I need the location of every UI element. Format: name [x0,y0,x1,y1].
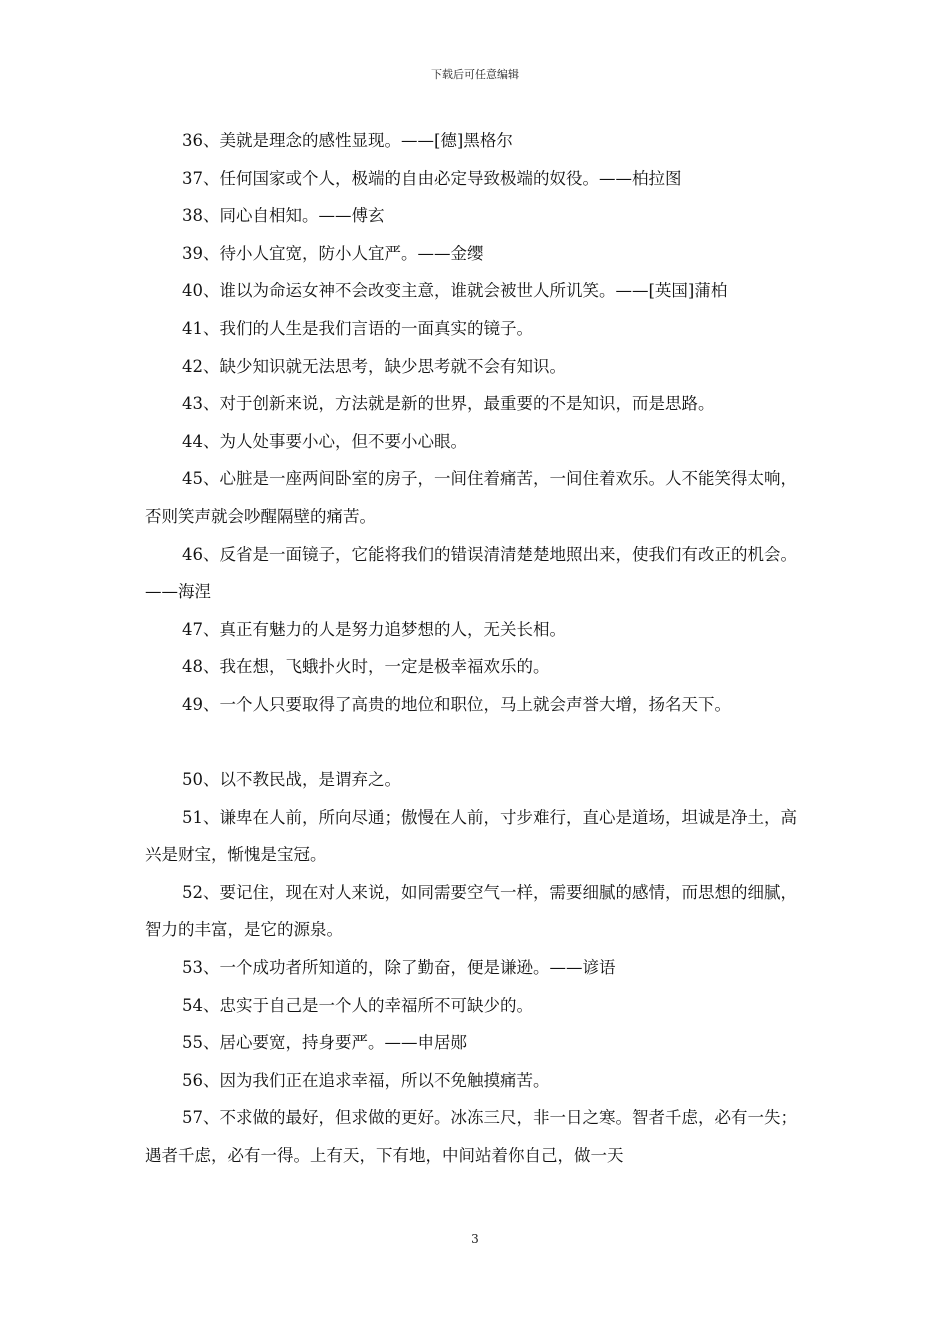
page-number: 3 [471,1232,479,1246]
paragraph-54: 54、忠实于自己是一个人的幸福所不可缺少的。 [182,995,533,1015]
paragraph-42: 42、缺少知识就无法思考，缺少思考就不会有知识。 [182,356,566,376]
paragraph-52: 52、要记住，现在对人来说，如同需要空气一样，需要细腻的感情，而思想的细腻，智力的丰富，是它的源泉。 [145,882,797,940]
page-header: 下载后可任意编辑 [431,68,519,81]
paragraph-51: 51、谦卑在人前，所向尽通；傲慢在人前，寸步难行，直心是道场，坦诚是净土，高兴是财宝，惭愧是宝冠。 [145,807,797,865]
paragraph-47: 47、真正有魅力的人是努力追梦想的人，无关长相。 [182,619,566,639]
paragraph-37: 37、任何国家或个人，极端的自由必定导致极端的奴役。——柏拉图 [182,168,682,188]
body-text [145,122,810,1175]
paragraph-41: 41、我们的人生是我们言语的一面真实的镜子。 [182,318,533,338]
paragraph-46: 46、反省是一面镜子，它能将我们的错误清清楚楚地照出来，使我们有改正的机会。——海涅 [145,544,797,602]
paragraph-55: 55、居心要宽，持身要严。——申居郧 [182,1033,467,1053]
paragraph-53: 53、一个成功者所知道的，除了勤奋，便是谦逊。——谚语 [182,958,616,978]
paragraph-57: 57、不求做的最好，但求做的更好。冰冻三尺，非一日之寒。智者千虑，必有一失；遇者千虑，必有一得。上有天，下有地，中间站着你自己，做一天 [145,1108,797,1166]
paragraph-56: 56、因为我们正在追求幸福，所以不免触摸痛苦。 [182,1070,550,1090]
paragraph-49: 49、一个人只要取得了高贵的地位和职位，马上就会声誉大增，扬名天下。 [182,694,731,714]
paragraph-36: 36、美就是理念的感性显现。——[德]黑格尔 [182,131,513,150]
paragraph-39: 39、待小人宜宽，防小人宜严。——金缨 [182,243,484,263]
paragraph-48: 48、我在想，飞蛾扑火时，一定是极幸福欢乐的。 [182,657,550,677]
paragraph-45: 45、心脏是一座两间卧室的房子，一间住着痛苦，一间住着欢乐。人不能笑得太响，否则笑声就会吵醒隔壁的痛苦。 [145,469,797,526]
paragraph-50: 50、以不教民战，是谓弃之。 [182,770,401,790]
paragraph-40: 40、谁以为命运女神不会改变主意，谁就会被世人所讥笑。——[英国]蒲柏 [182,281,728,301]
paragraph-44: 44、为人处事要小心，但不要小心眼。 [182,431,467,451]
paragraph-38: 38、同心自相知。——傅玄 [182,206,385,226]
paragraph-43: 43、对于创新来说，方法就是新的世界，最重要的不是知识，而是思路。 [182,394,715,414]
